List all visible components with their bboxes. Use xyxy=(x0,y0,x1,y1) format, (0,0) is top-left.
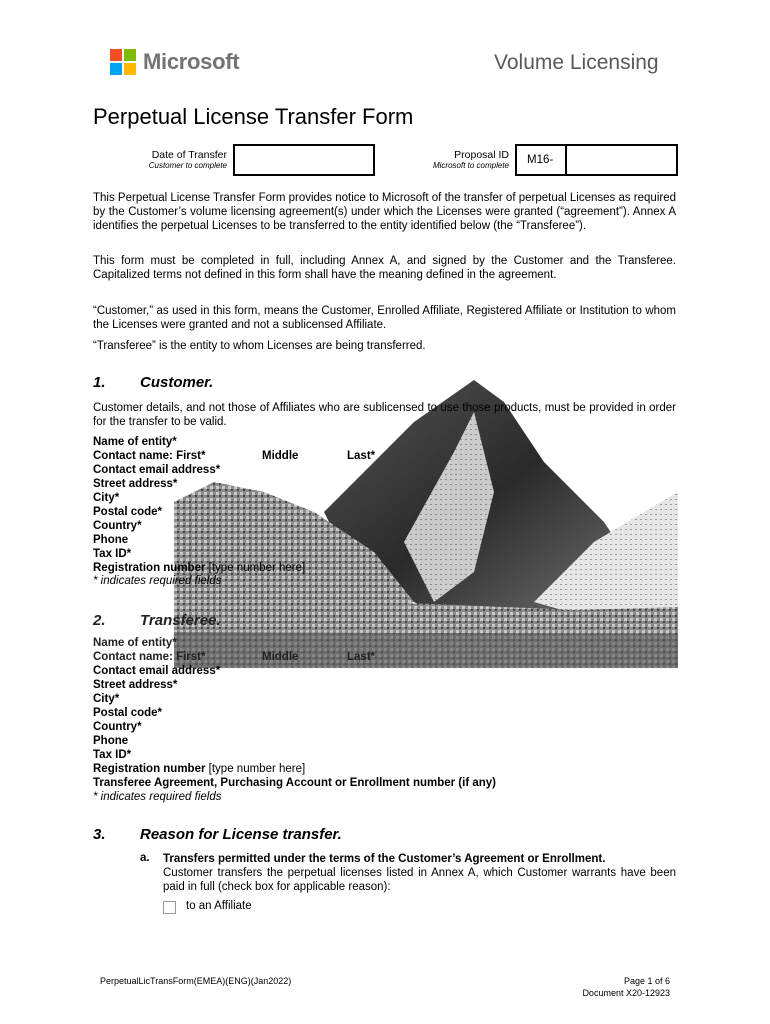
customer-contact-last[interactable]: Last* xyxy=(347,450,376,462)
transferee-contact-first[interactable]: Contact name: First* xyxy=(93,651,206,663)
section-3-title: Reason for License transfer. xyxy=(140,826,342,843)
footer-page-number: Page 1 of 6 xyxy=(623,976,670,986)
customer-street-address[interactable]: Street address* xyxy=(93,478,178,490)
customer-contact-first[interactable]: Contact name: First* xyxy=(93,450,206,462)
microsoft-logo xyxy=(110,49,239,75)
transferee-contact-middle[interactable]: Middle xyxy=(262,651,299,663)
customer-country[interactable]: Country* xyxy=(93,520,142,532)
customer-postal-code[interactable]: Postal code* xyxy=(93,506,163,518)
transferee-tax-id[interactable]: Tax ID* xyxy=(93,749,132,761)
section-1-number: 1. xyxy=(93,374,106,391)
customer-city[interactable]: City* xyxy=(93,492,120,504)
transferee-phone[interactable]: Phone xyxy=(93,735,129,747)
windows-logo-icon xyxy=(110,49,136,75)
proposal-id-note: Microsoft to complete xyxy=(432,161,509,170)
transferee-country[interactable]: Country* xyxy=(93,721,142,733)
section-3a-heading: Transfers permitted under the terms of the Customer’s Agreement or Enrollment. xyxy=(163,853,606,865)
transferee-contact-last[interactable]: Last* xyxy=(347,651,376,663)
footer-doc-name: PerpetualLicTransForm(EMEA)(ENG)(Jan2022) xyxy=(100,976,292,986)
page-title: Perpetual License Transfer Form xyxy=(93,104,414,129)
customer-name-of-entity[interactable]: Name of entity* xyxy=(93,436,177,448)
intro-paragraph-3: “Customer,” as used in this form, means the Customer, Enrolled Affiliate, Registered Affiliate or Institution to whom the Licenses were granted and not a sublicensed Affiliate. xyxy=(93,305,676,331)
registration-label: Registration number xyxy=(93,763,206,775)
affiliate-checkbox-label: to an Affiliate xyxy=(186,900,252,912)
proposal-id-field[interactable] xyxy=(565,144,678,176)
registration-placeholder[interactable]: [type number here] xyxy=(208,763,306,775)
date-of-transfer-field[interactable] xyxy=(233,144,375,176)
customer-tax-id[interactable]: Tax ID* xyxy=(93,548,132,560)
transferee-agreement-number[interactable]: Transferee Agreement, Purchasing Account or Enrollment number (if any) xyxy=(93,777,497,789)
required-fields-note-1: * indicates required fields xyxy=(93,575,222,587)
section-3-number: 3. xyxy=(93,826,106,843)
transferee-city[interactable]: City* xyxy=(93,693,120,705)
section-3a-text: Customer transfers the perpetual licenses listed in Annex A, which Customer warrants have been paid in full (check box for applicable reason): xyxy=(163,867,676,893)
date-of-transfer-label: Date of Transfer xyxy=(151,149,227,161)
required-fields-note-2: * indicates required fields xyxy=(93,791,222,803)
customer-phone[interactable]: Phone xyxy=(93,534,129,546)
brand-name: Microsoft xyxy=(143,49,240,74)
section-2-title: Transferee. xyxy=(140,612,221,629)
intro-paragraph-1: This Perpetual License Transfer Form provides notice to Microsoft of the transfer of perpetual Licenses as required by the Customer’s volume licensing agreement(s) under which the Licenses were granted (“agreement”). Annex A identifies the perpetual Licenses to be transferred to the entity identified below (the “Transferee”). xyxy=(93,192,676,232)
section-3a-letter: a. xyxy=(140,852,150,864)
section-2-number: 2. xyxy=(93,612,106,629)
intro-paragraph-4: “Transferee” is the entity to whom Licenses are being transferred. xyxy=(93,340,426,352)
affiliate-checkbox[interactable] xyxy=(163,901,176,914)
registration-label: Registration number xyxy=(93,562,206,574)
customer-contact-middle[interactable]: Middle xyxy=(262,450,299,462)
proposal-id-prefix: M16- xyxy=(515,144,567,176)
transferee-street-address[interactable]: Street address* xyxy=(93,679,178,691)
transferee-postal-code[interactable]: Postal code* xyxy=(93,707,163,719)
customer-registration-number[interactable] xyxy=(93,561,305,575)
registration-placeholder[interactable]: [type number here] xyxy=(208,562,306,574)
intro-paragraph-2: This form must be completed in full, including Annex A, and signed by the Customer and the Transferee. Capitalized terms not defined in this form shall have the meaning defined in the agreement. xyxy=(93,255,676,281)
section-1-description: Customer details, and not those of Affiliates who are sublicensed to use those products, must be provided in order for the transfer to be valid. xyxy=(93,402,676,428)
date-of-transfer-note: Customer to complete xyxy=(148,161,227,170)
transferee-registration-number[interactable] xyxy=(93,762,305,776)
transferee-contact-email[interactable]: Contact email address* xyxy=(93,665,221,677)
footer-doc-number: Document X20-12923 xyxy=(582,988,670,998)
product-name: Volume Licensing xyxy=(494,51,659,74)
transferee-name-of-entity[interactable]: Name of entity* xyxy=(93,637,177,649)
section-1-title: Customer. xyxy=(140,374,214,391)
proposal-id-label: Proposal ID xyxy=(454,149,509,161)
customer-contact-email[interactable]: Contact email address* xyxy=(93,464,221,476)
